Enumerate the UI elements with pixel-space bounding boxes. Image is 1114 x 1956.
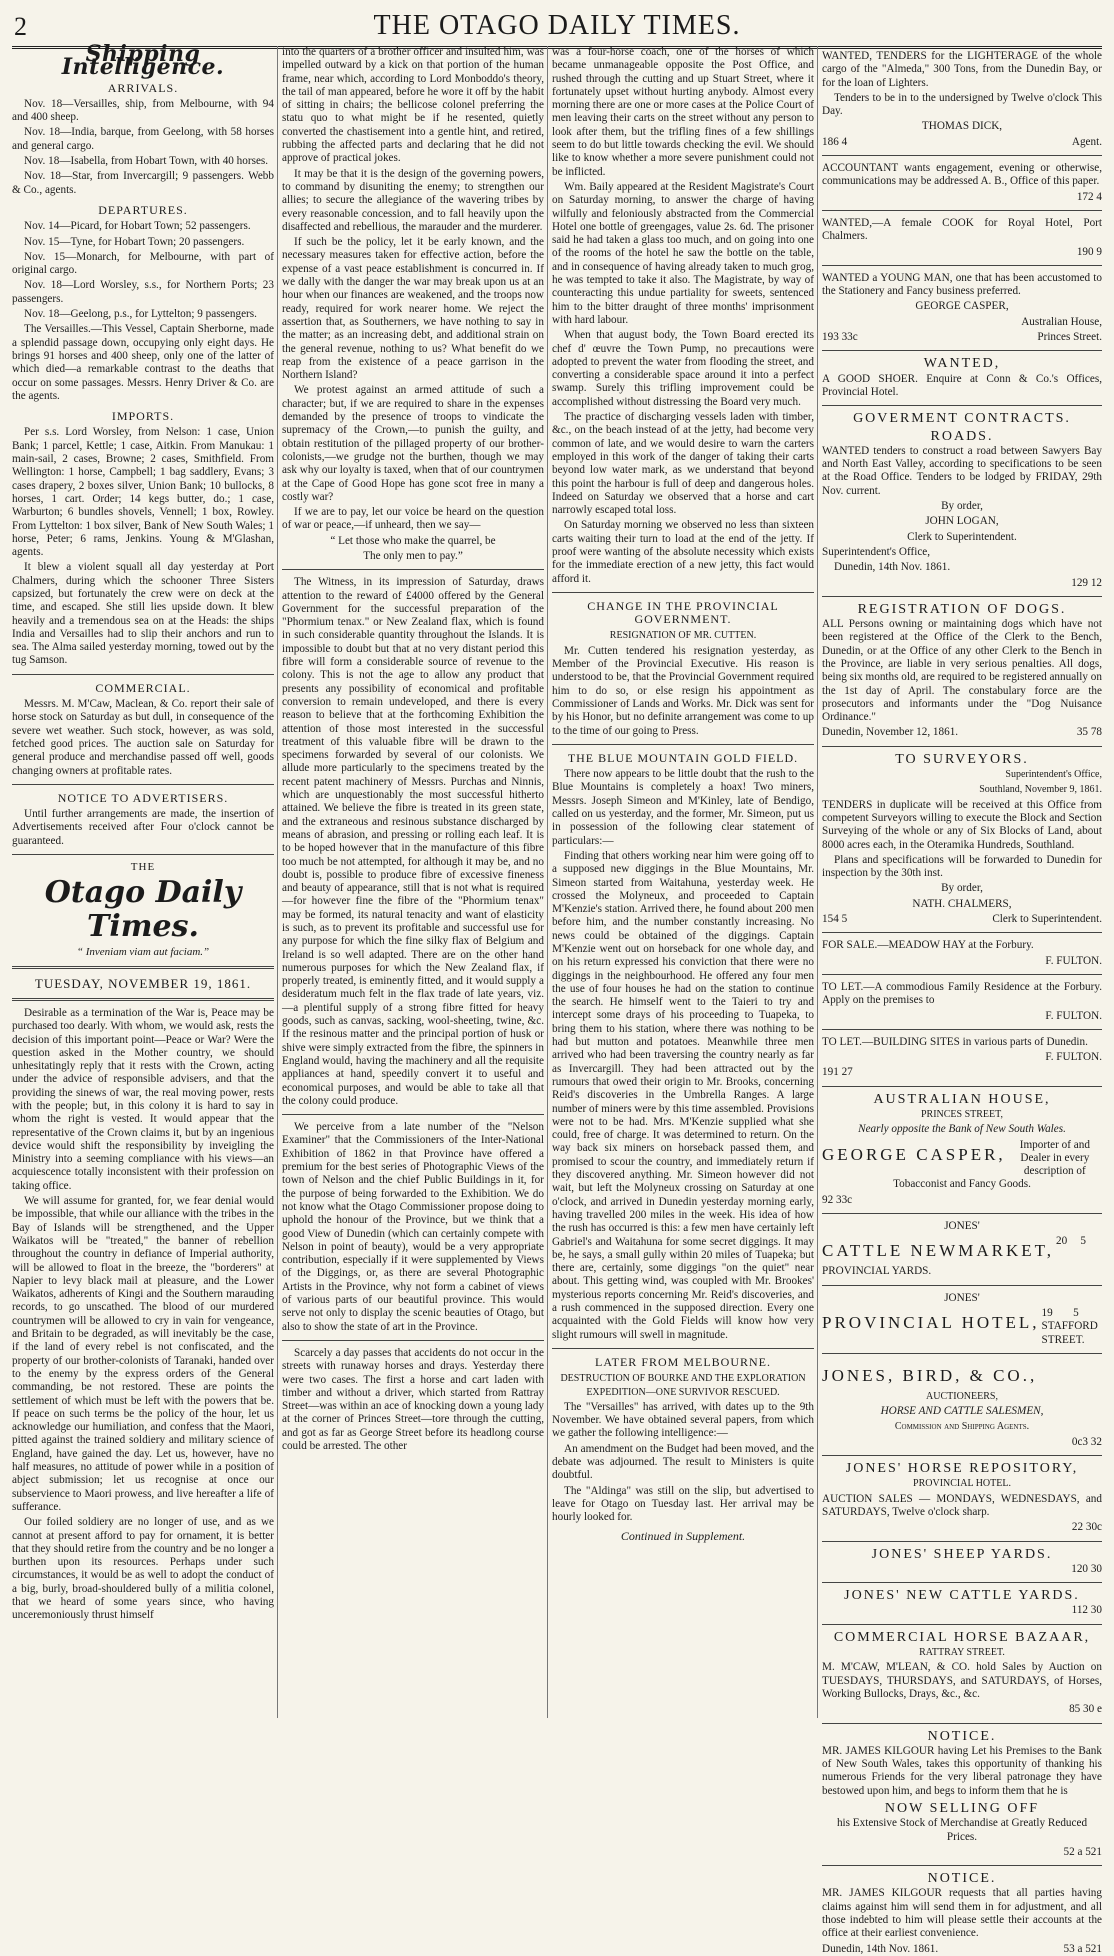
nelson-paragraph: We perceive from a late number of the "Nelson Examiner" that the Commissioners of the Inter-National Exhibition of 1862 in that Province have offered a premium for the best series of Photographic Views of the town of Nelson and the chief Public Buildings in it, for the purpose of being forwarded to the Exhibition. We do not know what the Otago Commissioner propose doing to uphold the honour of the Province, but we think that a good View of Dunedin (which can certainly compete with Nelson in point of beauty), would be a very appropriate contribution, especially if it were supplemented by Views of the Diggings, or, as there are several Photographic Artists in the Province, why not form a cabinet of views of various parts of our beautiful province. This would serve not only to display the scenic beauties of Otago, but also to show the state of art in the Province. <box>282 1121 544 1333</box>
section-rule <box>12 854 274 855</box>
banner-name: Otago Daily Times. <box>44 875 242 945</box>
arrivals-title: ARRIVALS. <box>107 80 179 95</box>
ad-number: 35 78 <box>1076 726 1102 739</box>
departure-item: Nov. 18—Geelong, p.s., for Lyttelton; 9 passengers. <box>24 308 257 321</box>
quote-line: The only men to pay.” <box>363 549 463 562</box>
section-rule <box>12 998 274 1001</box>
melbourne-paragraph: The "Versailles" has arrived, with dates up to the 9th November. We have obtained several papers, from which we gather the following intelligence:— <box>552 1400 814 1440</box>
versailles-paragraph: The Versailles.—This Vessel, Captain Sherborne, made a splendid passage down, occupying only eight days. He brings 91 horses and 400 sheep, only one of the latter of which died—a remarkable contrast to the deaths that occur on some passages. Messrs. Henry Driver & Co. are the agents. <box>12 323 274 402</box>
ad-text: MR. JAMES KILGOUR requests that all parties having claims against him will send them in for adjustment, and all those indebted to him will please settle their accounts at the office at their earliest convenience. <box>822 1887 1102 1940</box>
section-rule <box>552 744 814 745</box>
ad-date: Dunedin, 14th Nov. 1861. <box>822 1942 939 1955</box>
ad-number: 112 30 <box>1071 1604 1102 1617</box>
ad-text: Importer of and Dealer in every description of Tobacconist and Fancy Goods. <box>893 1138 1090 1191</box>
ad-text: WANTED,—A female COOK for Royal Hotel, Port Chalmers. <box>822 216 1102 243</box>
departure-item: Nov. 14—Picard, for Hobart Town; 52 passengers. <box>24 220 251 233</box>
blue-mountain-paragraph: Finding that others working near him were going off to a supposed new diggings in the Blue Mountains, Mr. Simeon started from Waitahuna, yesterday week. He crossed the Molyneux, and proceeded to Captain M'Kenzie's station. Arrived there, he found about 200 men before him, and the number constantly increasing. No news could be obtained of the diggings. Captain M'Kenzie went out on horseback for one whole day, and on his return expressed his conviction that there were no diggings in the neighbourhood. He offered any four men the use of four houses he had on the station to continue the search. He himself went to the Taieri to try and intercept some drays of his proceeding to Tuapeka, to bring them to his station, where there was nothing to be had but mutton and potatoes. Meanwhile three men arrived who had been traversing the country nearly as far as Invercargill. They had been attracted out by the rumours that owed their origin to Mr. Brooks, concerning Reid's discoveries in the Umbrella Ranges. A large number of miners were by this time assembled. Provisions were not to be had. Mrs. M'Kenzie supplied what she could, free of charge. It was determined to return. On the way back six miners on horseback passed them, and promised to scour the country, and immediately return if they discovered anything. Mr. Simeon however did not wait, but left the Molyneux crossing on Saturday at one o'clock, and arrived in Dunedin yesterday morning early, having travelled 200 miles in the week. His idea of how the rush has occurred is this: a few men have certainly left Gabriel's and Waitahuna for some secret diggings. It may be, he says, a small gully within 20 miles of Tuapeka; but there are, certainly, some diggings "on the quiet" near about. This getting wind, was coupled with Mr. Brookes' mysterious reports concerning Mr. Reid's discoveries, and a rush commenced in the supposed direction. Every one acquainted with the Gold Fields will know how very slight rumours will swell in magnitude. <box>552 849 814 1341</box>
ad-text: WANTED, TENDERS for the LIGHTERAGE of the whole cargo of the "Almeda," 300 Tons, from the Dunedin Bay, or for the loan of Lighters. <box>822 50 1102 89</box>
quote-line: “ Let those who make the quarrel, be <box>330 534 496 547</box>
ad-lighterage <box>822 50 1102 149</box>
editorial-paragraph: If we are to pay, let our voice be heard on the question of war or peace,—if unheard, then we say— <box>282 506 544 532</box>
ad-government-contracts <box>822 412 1102 590</box>
ad-horse-bazaar <box>822 1631 1102 1717</box>
column-3 <box>552 46 814 1718</box>
ad-title: NOTICE. <box>927 1728 997 1744</box>
ad-number: 190 9 <box>1076 245 1102 258</box>
ad-rule <box>822 1865 1102 1866</box>
ad-rule <box>822 210 1102 211</box>
section-rule <box>282 1340 544 1341</box>
ad-number: 20 5 <box>1056 1235 1086 1248</box>
ad-title: JONES, BIRD, & CO., <box>822 1365 1038 1385</box>
ad-australian-house <box>822 1093 1102 1207</box>
ad-title: JONES' NEW CATTLE YARDS. <box>844 1588 1080 1604</box>
ad-number: 52 a 521 <box>1063 1845 1102 1858</box>
ad-subtitle: HORSE AND CATTLE SALESMEN, <box>880 1405 1044 1418</box>
ad-title: CATTLE NEWMARKET, <box>822 1241 1054 1261</box>
ad-text: WANTED a YOUNG MAN, one that has been accustomed to the Stationery and Fancy business preferred. <box>822 271 1102 298</box>
departures-title: DEPARTURES. <box>98 202 188 217</box>
ad-title: COMMERCIAL HORSE BAZAAR, <box>833 1629 1091 1645</box>
arrival-item: Nov. 18—Star, from Invercargill; 9 passengers. Webb & Co., agents. <box>12 170 274 196</box>
column-1 <box>12 41 274 1718</box>
ad-role: Clerk to Superintendent. <box>992 913 1102 926</box>
ad-young-man <box>822 272 1102 344</box>
witness-paragraph: The Witness, in its impression of Saturday, draws attention to the reward of £4000 offered by the General Government for the successful preparation of the "Phormium tenax." or New Zealand flax, which is found in such considerable quantity throughout the Islands. It is impossible to doubt but that at no very distant period this fibre will form a considerable source of revenue to the colony. This is not the age to allow any product that presents any possibility of economical and profitable conversion to remain undeveloped, and there is every reason to believe that at the forthcoming Exhibition the attention of those most interested in the successful treatment of this valuable fibre will be drawn to the specimens forwarded by several of our colonists. We allude more particularly to the specimens treated by the recent patent machinery of Messrs. Purchas and Ninnis, which are unquestionably the most successful hitherto attained. We believe the fibre is treated in its green state, and the extraneous and resinous substance discharged by means of abrasion, and pressing or rolling each leaf. It is to be hoped however that in the manufacture of this fibre too much be not attempted, for although it may be, and no doubt is, possible to produce fibre of excessive fineness and beauty of appearance, still that is not what is required—for however fine the fibre of the "Phormium tenax" may be formed, its natural tenacity and want of elasticity is such, as to prevent its profitable and successful use for any purpose for which the fine silky flax of Belgium and Ireland is so well adapted. There are on the other hand numerous purposes for which the New Zealand flax, if properly treated, is eminently fitted, and it would supply a desideratum much felt in the flax trade of late years, viz.—a plentiful supply of a strong fibre fitted for heavy goods, such as canvas, sacking, wool-sheeting, twine, &c. If the resinous matter and the principal portion of husk or shive were simply extracted from the fibre, the spinners in England would, having the machinery and all the requisite appliances at hand, speedily convert it to useful and economical purposes, and would be able to take all that the colony could produce. <box>282 576 544 1107</box>
ad-text: Plans and specifications will be forwarded to Dunedin for inspection by the 30th inst. <box>822 853 1102 880</box>
ad-text: Tenders to be in to the undersigned by Twelve o'clock This Day. <box>822 91 1102 118</box>
ad-signature: THOMAS DICK, <box>921 120 1003 133</box>
column-2 <box>282 46 544 1718</box>
ad-title: GOVERMENT CONTRACTS. <box>853 411 1071 427</box>
change-paragraph: Mr. Cutten tendered his resignation yesterday, as Member of the Provincial Executive. His reason is understood to be, that the Provincial Government required him to do so, or else resign his appointment as Commissioner of Lands and Works. Mr. Dick was sent for by his Honor, but no definite arrangement was come to up to the time of our going to Press. <box>552 644 814 737</box>
ad-address: Superintendent's Office, <box>822 545 931 558</box>
ad-address: Superintendent's Office, <box>1005 769 1102 781</box>
ad-jones-cattle-newmarket <box>822 1220 1102 1279</box>
editorial-paragraph: Desirable as a termination of the War is, Peace may be purchased too dearly. With whom, we would ask, rests the decision of this important point—Peace or War? Were the question asked in the Mother country, we should unhesitatingly reply that it rests with the Crown, acting under the advice of responsible advisers, and that the providing the sinews of war, the real moving power, rests with the people; but, in this colony it is hard to say in whom the right is vested. It would appear that the representative of the Crown claims it, but by an ingenious device would shift the responsibility by inveigling the Ministry into a seeming compliance with his views—an acquiescence totally inconsistent with their profession on taking office. <box>12 1006 274 1192</box>
ad-subtitle: NOW SELLING OFF <box>884 1800 1040 1816</box>
ad-sheep-yards <box>822 1548 1102 1577</box>
ad-jones-provincial-hotel <box>822 1292 1102 1347</box>
ad-text: WANTED tenders to construct a road between Sawyers Bay and North East Valley, according to specifications to be seen at the Road Office. Tenders to be lodged by FRIDAY, 29th Nov. current. <box>822 444 1102 497</box>
ad-text: By order, <box>941 500 983 513</box>
arrival-item: Nov. 18—Versailles, ship, from Melbourne, with 94 and 400 sheep. <box>12 97 274 124</box>
ad-title: JONES' HORSE REPOSITORY, <box>845 1461 1079 1477</box>
section-rule <box>12 966 274 969</box>
ad-rule <box>822 1624 1102 1625</box>
ad-number: 85 30 e <box>1069 1703 1102 1716</box>
ad-subtitle: STAFFORD STREET. <box>1041 1320 1098 1346</box>
melbourne-paragraph: The "Aldinga" was still on the slip, but advertised to leave for Otago on Tuesday last. Her arrival may be hourly looked for. <box>552 1484 814 1524</box>
ad-title: WANTED, <box>923 356 1001 372</box>
ad-rule <box>822 1541 1102 1542</box>
ad-rule <box>822 1582 1102 1583</box>
ad-text: Nearly opposite the Bank of New South Wales. <box>858 1123 1066 1136</box>
ad-signature: GEORGE CASPER, <box>915 300 1009 313</box>
ad-text: ALL Persons owning or maintaining dogs which have not been registered at the Office of the Clerk to the Bench, Dunedin, or at the Office of any other Clerk to the Bench in the Province, are liable in very serious penalties. All dogs, being six months old, are required to be registered annually on the 1st day of April. The constabulary force are the prosecutors and informants under the "Dog Nuisance Ordinance." <box>822 618 1102 724</box>
melbourne-title: LATER FROM MELBOURNE. <box>594 1354 771 1369</box>
arrival-item: Nov. 18—India, barque, from Geelong, with 58 horses and general cargo. <box>12 126 274 152</box>
ad-title: AUSTRALIAN HOUSE, <box>873 1091 1051 1107</box>
notice-paragraph: Until further arrangements are made, the insertion of Advertisements received after Four o'clock cannot be guaranteed. <box>12 808 274 847</box>
ad-number: 0c3 32 <box>1071 1435 1102 1448</box>
ad-rule <box>822 1455 1102 1456</box>
section-rule <box>282 569 544 570</box>
ad-hay <box>822 939 1102 968</box>
ad-text: TO LET.—BUILDING SITES in various parts of Dunedin. <box>822 1035 1088 1048</box>
imports-title: IMPORTS. <box>111 409 175 424</box>
masthead <box>0 0 1114 42</box>
editorial-paragraph: We will assume for granted, for, we fear denial would be impossible, that while our alliance with the tribes in the Bay of Islands will be strengthened, and the Upper Waikatos will be "treated," the banner of rebellion throughout the country in defiance of Imperial authority, will be allowed to float in the breeze, the "borderers" at Napier to levy black mail at pleasure, and the Lower Waikatos, adherents of Kingi and the Southern marauding records, to go unscathed. The blood of our murdered countrymen will be allowed to cry in vain for vengeance, and Britain to be degraded, as will inevitably be the case, if the land of every rebel is not confiscated, and the property of our brother-colonists of Taranaki, handed over to the enemy by the express orders of the General commanding, be not restored. These are points the settlement of which must be left with the powers that be. If peace on such terms be the policy of the hour, let us acknowledge our humiliation, and confess that the Maori, pitted against the trained soldiery and military science of England, have gained the day. Let us, however, have no half measures, no attitude of power while in a position of abject submission; let us recognise at once our subservience to Maori prowess, and live hereafter a life of sufferance. <box>12 1195 274 1513</box>
ad-kilgour-notice <box>822 1730 1102 1860</box>
blue-mountain-title: THE BLUE MOUNTAIN GOLD FIELD. <box>567 750 799 765</box>
continued-note: Continued in Supplement. <box>620 1529 746 1544</box>
ad-title: TO SURVEYORS. <box>895 751 1029 767</box>
change-subtitle: RESIGNATION OF MR. CUTTEN. <box>609 630 757 642</box>
ad-number: 92 33c <box>822 1193 853 1206</box>
ad-text: JONES' <box>944 1220 980 1233</box>
banner-the: THE <box>130 861 156 874</box>
ad-dogs <box>822 603 1102 740</box>
ad-subtitle: PROVINCIAL HOTEL. <box>913 1478 1011 1490</box>
accidents-paragraph: Scarcely a day passes that accidents do not occur in the streets with runaway horses and drays. Yesterday there were two cases. The first a horse and cart laden with timber and without a driver, which started from Rattray Street—was within an ace of knocking down a young lady at the corner of Princes Street—tore through the cutting, and got as far as George Street before its headlong course could be arrested. The other <box>282 1346 544 1452</box>
editorial-paragraph: If such be the policy, let it be early known, and the necessary measures taken for effective action, before the expense of a vast peace establishment is concurred in. If we dally with the danger the war may break upon us at an hour when our finances are weakened, and the troops now ready, required for work nearer home. We reject the assertion that, as Southerners, we have nothing to say in the matter; as an increasing debt, and additional strain on the general revenue, nothing to us? What benefit do we reap from the existence of a peace garrison in the Northern Island? <box>282 236 544 382</box>
accidents-continued: was a four-horse coach, one of the horses of which became unmanageable opposite the Post Office, and rushed through the cutting and up Stuart Street, where it fortunately upset without hurting anybody. Almost every morning there are one or more cases at the Police Court of men leaving their carts on the street without any person to look after them, but the trifling fines of a few shillings seem to do but little towards checking the evil. We should like to know whether a more severe punishment could not be inflicted. <box>552 46 814 178</box>
ad-rule <box>822 405 1102 406</box>
ad-rule <box>822 932 1102 933</box>
ad-number: 186 4 <box>822 135 848 148</box>
ad-jones-bird <box>822 1360 1102 1449</box>
departure-item: Nov. 15—Monarch, for Melbourne, with part of original cargo. <box>12 250 274 277</box>
section-rule <box>552 592 814 593</box>
commercial-title: COMMERCIAL. <box>95 680 191 695</box>
ad-text: By order, <box>941 882 983 895</box>
ad-address: Princes Street. <box>1037 331 1102 344</box>
ad-number: 191 27 <box>822 1066 853 1079</box>
ad-subtitle: PROVINCIAL YARDS. <box>822 1265 932 1278</box>
departure-item: Nov. 15—Tyne, for Hobart Town; 20 passengers. <box>24 235 245 248</box>
ad-date: Southland, November 9, 1861. <box>979 784 1102 796</box>
ad-subtitle: AUCTIONEERS, <box>926 1390 998 1402</box>
ad-text: M. M'CAW, M'LEAN, & CO. hold Sales by Auction on TUESDAYS, THURSDAYS, and SATURDAYS, of Horses, Working Bullocks, Drays, &c., &c. <box>822 1661 1102 1700</box>
ad-number: 129 12 <box>1071 576 1102 589</box>
squall-paragraph: It blew a violent squall all day yesterday at Port Chalmers, during which the schooner Three Sisters capsized, but fortunately the crew were on deck at the time, and escaped. She still lies upside down. It blew heavily and a tremendous sea on at the Heads: the ships India and Versailles had to slip their anchors and run to sea. The Alma sailed yesterday morning, towed out by the tug Samson. <box>12 561 274 667</box>
ad-number: 120 30 <box>1071 1562 1102 1575</box>
ad-signature: GEORGE CASPER, <box>822 1144 1006 1164</box>
ad-number: 154 5 <box>822 913 848 926</box>
ad-number: 193 33c <box>822 331 858 344</box>
editorial-paragraph: Our foiled soldiery are no longer of use, and as we cannot at present afford to pay for ornament, it is better that they should retire from the country and be no longer a burthen upon its resources. Perhaps under such circumstances, it would be as well to adopt the conduct of a big, burly, broad-shouldered bully of a militia colonel, that we heard of some years since, who having unceremoniously thrust himself <box>12 1516 274 1622</box>
ad-title: REGISTRATION OF DOGS. <box>857 601 1067 617</box>
ad-title: PROVINCIAL HOTEL, <box>822 1312 1040 1332</box>
ad-rule <box>822 1723 1102 1724</box>
ad-rule <box>822 974 1102 975</box>
change-title: CHANGE IN THE PROVINCIAL GOVERNMENT. <box>587 598 779 627</box>
ad-surveyors <box>822 753 1102 927</box>
column-divider <box>547 46 548 1718</box>
ad-signature: JOHN LOGAN, <box>925 515 999 528</box>
ad-number: 53 a 521 <box>1063 1942 1102 1955</box>
ad-rule <box>822 596 1102 597</box>
ad-text: A GOOD SHOER. Enquire at Conn & Co.'s Offices, Provincial Hotel. <box>822 372 1102 398</box>
ad-number: 172 4 <box>1076 190 1102 203</box>
ad-horse-repository <box>822 1462 1102 1534</box>
ad-text: ACCOUNTANT wants engagement, evening or otherwise, communications may be addressed A. B., Office of this paper. <box>822 162 1102 188</box>
ad-text: his Extensive Stock of Merchandise at Greatly Reduced Prices. <box>836 1817 1088 1843</box>
ad-role: Clerk to Superintendent. <box>907 530 1017 543</box>
ad-signature: F. FULTON. <box>1045 1051 1102 1064</box>
ad-cook <box>822 217 1102 259</box>
editorial-paragraph: We protest against an armed attitude of such a character; but, if we are required to share in the expenses demanded by the presence of troops to vindicate the supremacy of the Crown,—to punish the guilty, and obtain restitution of the pillaged property of our brother-colonists,—we grudge not the burthen, though we may ask why our loyalty is taxed, when that of our countrymen at the Cape of Good Hope has gone scot free in many a costly war? <box>282 384 544 503</box>
jetty-paragraph: The practice of discharging vessels laden with timber, &c., on the beach instead of at the jetty, had become very common of late, and we would desire to warn the carters employed in this work of the danger of taking their carts beyond low water mark, as we understand that beyond this point the harbour is full of deep and dangerous holes. Indeed on Saturday we observed that a horse and cart narrowly escaped total loss. <box>552 411 814 517</box>
ad-rule <box>822 746 1102 747</box>
ad-text: MR. JAMES KILGOUR having Let his Premises to the Bank of New South Wales, takes this opportunity of thanking his numerous Friends for the very liberal patronage they have bestowed upon him, and begs to inform them that he is <box>822 1744 1102 1797</box>
ad-address: Australian House, <box>1021 315 1102 328</box>
melbourne-paragraph: An amendment on the Budget had been moved, and the debate was adjourned. The result to Ministers is quite doubtful. <box>552 1442 814 1482</box>
ad-rule <box>822 1213 1102 1214</box>
newspaper-title: THE OTAGO DAILY TIMES. <box>373 10 741 41</box>
dateline: TUESDAY, NOVEMBER 19, 1861. <box>34 975 252 991</box>
ad-address: PRINCES STREET, <box>920 1109 1004 1120</box>
ad-number: 22 30c <box>1071 1521 1102 1534</box>
ad-rule <box>822 1086 1102 1087</box>
editorial-continued: into the quarters of a brother officer and insulted him, was impelled outward by a kick on that portion of the human frame, near which, according to Lord Monboddo's theory, the tail of man appeared, before he wore it off by the habit of sitting in chairs; the bellicose colonel preferring the statu quo to what might be if he resented, quietly converted the chastisement into a gentle hint, and retired, rubbing the affected parts and declaring that he did not approve of practical jokes. <box>282 46 544 165</box>
melbourne-subtitle: DESTRUCTION OF BOURKE AND THE EXPLORATION EXPEDITION—ONE SURVIVOR RESCUED. <box>560 1373 806 1398</box>
ad-rule <box>822 1285 1102 1286</box>
ad-number: 19 5 <box>1041 1306 1079 1319</box>
ad-text: JONES' <box>944 1291 980 1304</box>
ad-text: TO LET.—A commodious Family Residence at the Forbury. Apply on the premises to <box>822 980 1102 1007</box>
ad-subtitle: Commission and Shipping Agents. <box>894 1421 1030 1433</box>
notice-title: NOTICE TO ADVERTISERS. <box>57 790 229 805</box>
ad-role: Agent. <box>1071 135 1102 148</box>
ad-subtitle: RATTRAY STREET. <box>919 1647 1005 1659</box>
ad-subtitle: ROADS. <box>930 428 994 444</box>
commercial-paragraph: Messrs. M. M'Caw, Maclean, & Co. report their sale of horse stock on Saturday as but dull, in consequence of the severe wet weather. Such stock, however, as was sold, fetched good prices. The auction sale on Saturday for general produce and merchandise passed off well, goods changing owners at profitable rates. <box>12 698 274 777</box>
ad-rule <box>822 350 1102 351</box>
ad-rule <box>822 265 1102 266</box>
column-4-ads <box>822 46 1102 1955</box>
departure-item: Nov. 18—Lord Worsley, s.s., for Northern Ports; 23 passengers. <box>12 279 274 305</box>
ad-title: JONES' SHEEP YARDS. <box>871 1546 1053 1562</box>
ad-signature: F. FULTON. <box>1045 954 1102 967</box>
ad-shoer <box>822 357 1102 399</box>
editorial-paragraph: It may be that it is the design of the governing powers, to command by disuniting the enemy; to strengthen our allies; to secure the allegiance of the wavering tribes by every reasonable concession, and to fall heavily upon the disaffected and rebellious, the marauder and the murderer. <box>282 167 544 233</box>
ad-date: Dunedin, November 12, 1861. <box>822 726 959 739</box>
town-board-paragraph: When that august body, the Town Board erected its chef d' œuvre the Town Pump, no precautions were adopted to prevent the water from flooding the street, and converting a considerable space around it into a perfect swamp. Surely this trifling improvement could be accomplished without distressing the Board very much. <box>552 329 814 408</box>
ad-text: FOR SALE.—MEADOW HAY at the Forbury. <box>822 939 1034 952</box>
ad-text: AUCTION SALES — MONDAYS, WEDNESDAYS, and SATURDAYS, Twelve o'clock sharp. <box>822 1492 1102 1518</box>
baily-paragraph: Wm. Baily appeared at the Resident Magistrate's Court on Saturday morning, to answer the charge of having wilfully and feloniously abstracted from the Commercial Hotel one bottle of greengages, value 2s. 6d. The prisoner said he had taken a glass too much, and on going into one of the rooms of the hotel he saw the bottle on the table, and in consequence of having already taken to much grog, he was tempted to take it also. The Magistrate, by way of counteracting this undue partiality for sweets, sentenced him to the bitter draught of three months' imprisonment with hard labour. <box>552 180 814 326</box>
section-rule <box>552 1348 814 1349</box>
column-divider <box>817 46 818 1718</box>
ad-title: NOTICE. <box>927 1871 997 1887</box>
section-rule <box>12 674 274 675</box>
column-divider <box>277 46 278 1718</box>
ad-signature: F. FULTON. <box>1045 1009 1102 1022</box>
page-number: 2 <box>14 12 27 41</box>
ad-accountant <box>822 162 1102 204</box>
shipping-heading: Shipping Intelligence. <box>61 41 225 81</box>
ad-rule <box>822 1029 1102 1030</box>
ad-rule <box>822 155 1102 156</box>
banner-motto: “ Inveniam viam aut faciam.” <box>76 946 210 959</box>
arrival-item: Nov. 18—Isabella, from Hobart Town, with 40 horses. <box>24 155 269 168</box>
section-rule <box>12 784 274 785</box>
ad-rule <box>822 1353 1102 1354</box>
sixteen-carts-paragraph: On Saturday morning we observed no less than sixteen carts waiting their turn to load at the end of the jetty. If proof were wanting of the absolute necessity which exists for the immediate erection of a new jetty, this fact would afford it. <box>552 519 814 585</box>
imports-paragraph: Per s.s. Lord Worsley, from Nelson: 1 case, Union Bank; 1 parcel, Kettle; 1 case, Aitkin. From Manukau: 1 main-sail, 2 cases, Browne; 2 cases, Smithfield. From Wellington: 1 horse, Campbell; 1 bag saddlery, Evans; 3 cases drapery, 2 boxes silver, Union Bank; 10 bullocks, 8 horses, 1 cart. Order; 14 kegs butter, do.; 1 case, Warburton; 6 bundles shovels, Vennell; 1 box, Rowley. From Lyttelton: 1 box silver, Bank of New South Wales; 1 horse, Peter; 6 rams, Jenkins. Young & M'Glashan, agents. <box>12 426 274 559</box>
paper-banner <box>12 861 274 960</box>
blue-mountain-paragraph: There now appears to be little doubt that the rush to the Blue Mountains is completely a hoax! Two miners, Messrs. Joseph Simeon and M'Kinley, late of Bendigo, called on us yesterday, and the former, Mr. Simeon, put us in possession of the following clear statement of particulars:— <box>552 768 814 847</box>
section-rule <box>282 1114 544 1115</box>
ad-kilgour-claims <box>822 1872 1102 1956</box>
ad-signature: NATH. CHALMERS, <box>912 897 1012 910</box>
ad-to-let-sites <box>822 1036 1102 1080</box>
ad-cattle-yards <box>822 1589 1102 1618</box>
ad-text: TENDERS in duplicate will be received at this Office from competent Surveyors willing to execute the Block and Section Surveying of the whole or any of Six Blocks of Land, about 8000 acres each, in the Oteramika Hundreds, Southland. <box>822 798 1102 851</box>
ad-date: Dunedin, 14th Nov. 1861. <box>834 561 951 574</box>
ad-to-let-residence <box>822 981 1102 1023</box>
